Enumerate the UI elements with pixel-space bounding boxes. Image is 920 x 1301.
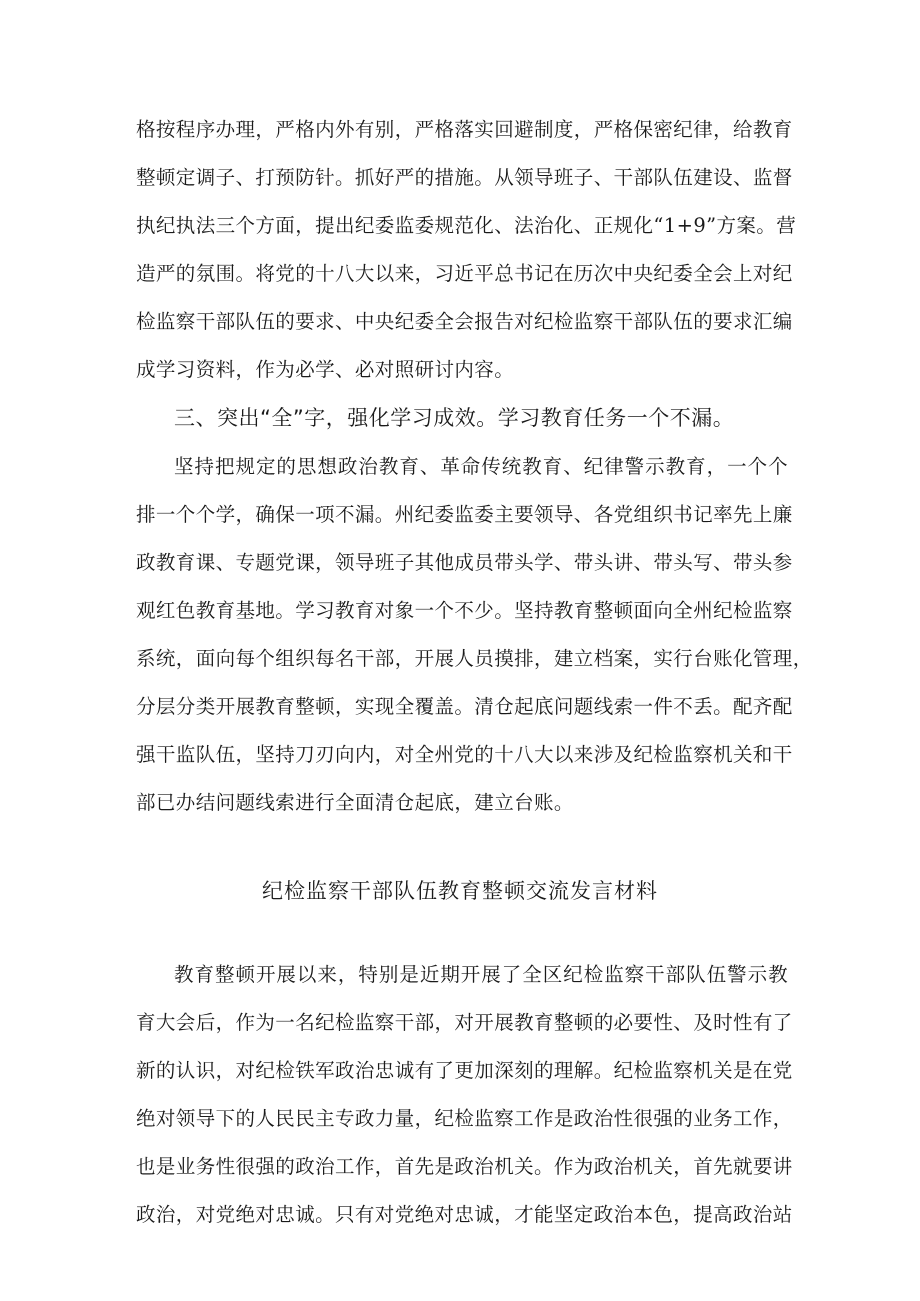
paragraph-line: 观红色教育基地。学习教育对象一个不少。坚持教育整顿面向全州纪检监察 xyxy=(136,599,793,622)
paragraph-line: 坚持把规定的思想政治教育、革命传统教育、纪律警示教育，一个个 xyxy=(174,455,788,478)
paragraph-line: 强干监队伍，坚持刀刃向内，对全州党的十八大以来涉及纪检监察机关和干 xyxy=(136,743,793,766)
paragraph-line: 政教育课、专题党课，领导班子其他成员带头学、带头讲、带头写、带头参 xyxy=(136,551,793,574)
paragraph-line: 政治，对党绝对忠诚。只有对党绝对忠诚，才能坚定政治本色，提高政治站 xyxy=(136,1203,793,1226)
paragraph-line: 排一个个学，确保一项不漏。州纪委监委主要领导、各党组织书记率先上廉 xyxy=(136,503,793,526)
paragraph-line: 分层分类开展教育整顿，实现全覆盖。清仓起底问题线索一件不丢。配齐配 xyxy=(136,695,793,718)
paragraph-line: 检监察干部队伍的要求、中央纪委全会报告对纪检监察干部队伍的要求汇编 xyxy=(136,310,793,333)
paragraph-line: 也是业务性很强的政治工作，首先是政治机关。作为政治机关，首先就要讲 xyxy=(136,1155,793,1178)
paragraph-line: 成学习资料，作为必学、必对照研讨内容。 xyxy=(136,358,515,381)
paragraph-line: 教育整顿开展以来，特别是近期开展了全区纪检监察干部队伍警示教 xyxy=(174,963,788,986)
paragraph-line: 系统，面向每个组织每名干部，开展人员摸排，建立档案，实行台账化管理， xyxy=(136,647,813,670)
paragraph-line: 整顿定调子、打预防针。抓好严的措施。从领导班子、干部队伍建设、监督 xyxy=(136,166,793,189)
paragraph-line: 绝对领导下的人民民主专政力量，纪检监察工作是政治性很强的业务工作， xyxy=(136,1107,793,1130)
paragraph-line: 育大会后，作为一名纪检监察干部，对开展教育整顿的必要性、及时性有了 xyxy=(136,1011,793,1034)
paragraph-line: 部已办结问题线索进行全面清仓起底，建立台账。 xyxy=(136,791,574,814)
paragraph-line: 格按程序办理，严格内外有别，严格落实回避制度，严格保密纪律，给教育 xyxy=(136,118,793,141)
paragraph-line: 新的认识，对纪检铁军政治忠诚有了更加深刻的理解。纪检监察机关是在党 xyxy=(136,1059,793,1082)
paragraph-line: 执纪执法三个方面，提出纪委监委规范化、法治化、正规化“1+9”方案。营 xyxy=(136,214,797,237)
paragraph-line: 造严的氛围。将党的十八大以来，习近平总书记在历次中央纪委全会上对纪 xyxy=(136,262,793,285)
document-title: 纪检监察干部队伍教育整顿交流发言材料 xyxy=(262,879,658,903)
section-heading: 三、突出“全”字，强化学习成效。学习教育任务一个不漏。 xyxy=(174,406,735,430)
